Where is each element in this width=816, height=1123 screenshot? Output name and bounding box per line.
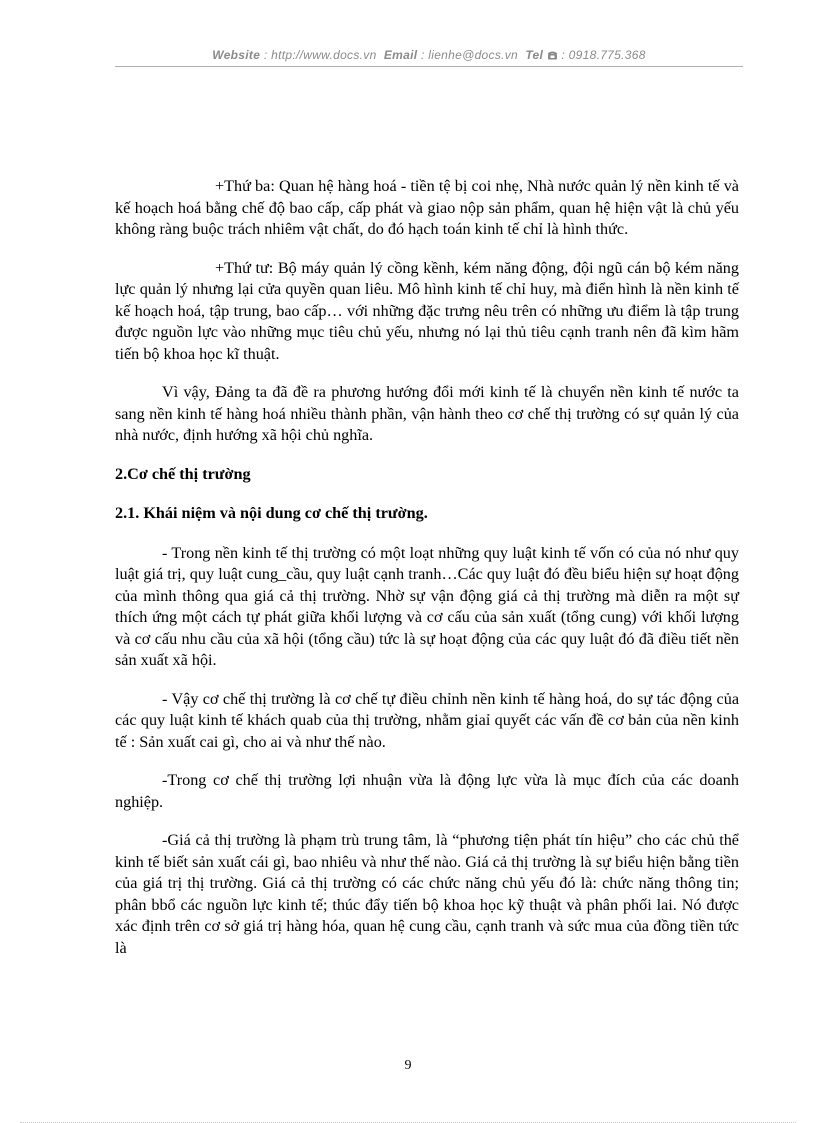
page-header: [115, 48, 743, 62]
email-value: : lienhe@docs.vn: [421, 48, 519, 62]
section-heading: 2.Cơ chế thị trường: [115, 464, 251, 483]
page-number: 9: [404, 1058, 412, 1073]
phone-icon: [547, 48, 562, 62]
paragraph-market-mechanism: - Vậy cơ chế thị trường là cơ chế tự điều chỉnh nền kinh tế hàng hoá, do sự tác động của các quy luật kinh tế khách quab của thị trường, nhằm giaỉ quyết các vấn đề cơ bản của nền kinh tế : Sản xuất cai gì, cho ai và như thế nào.: [115, 689, 739, 751]
tel-value: : 0918.775.368: [561, 48, 646, 62]
email-label: Email: [383, 48, 418, 62]
document-body: [115, 176, 739, 976]
subsection-heading: 2.1. Khái niệm và nội dung cơ chế thị trường.: [115, 504, 428, 522]
paragraph-thu-tu: +Thứ tư: Bộ máy quản lý cồng kềnh, kém năng động, đội ngũ cán bộ kém năng lực quản lý nhưng lại cửa quyền quan liêu. Mô hình kinh tế chỉ huy, mà điển hình là nền kinh tế kế hoạch hoá, tập trung, bao cấp… với những đặc trưng nêu trên có những ưu điểm là tập trung được nguồn lực vào những mục tiêu chủ yếu, nhưng nó lại thủ tiêu cạnh tranh nên đã kìm hãm tiến bộ khoa học kĩ thuật.: [115, 258, 739, 363]
tel-label: Tel: [525, 48, 544, 62]
header-divider: [115, 66, 743, 67]
paragraph-market-laws: - Trong nền kinh tế thị trường có một loạt những quy luật kinh tế vốn có của nó như quy luật giá trị, quy luật cung_cầu, quy luật cạnh tranh…Các quy luật đó đều biểu hiện sự hoạt động của mình thông qua giá cả thị trường. Nhờ sự vận động giá cả thị trường mà diễn ra một sự thích ứng một cách tự phát giữa khối lượng và cơ cấu của sản xuất (tổng cung) với khối lượng và cơ cấu nhu cầu của xã hội (tổng cầu) tức là sự hoạt động của các quy luật đó đã điều tiết nền sản xuất xã hội.: [115, 543, 739, 669]
paragraph-market-price: -Giá cả thị trường là phạm trù trung tâm, là “phương tiện phát tín hiệu” cho các chủ thể kinh tế biết sản xuất cái gì, bao nhiêu và như thế nào. Giá cả thị trường là sự biểu hiện bằng tiền của giá trị thị trường. Giá cả thị trường có các chức năng chủ yếu đó là: chức năng thông tin; phân bbổ các nguồn lực kinh tế; thúc đẩy tiến bộ khoa học kỹ thuật và phân phối lai. Nó được xác định trên cơ sở giá trị hàng hóa, quan hệ cung cầu, cạnh tranh và sức mua của đồng tiền tức là: [115, 831, 739, 957]
website-label: Website: [212, 48, 261, 62]
paragraph-vi-vay: Vì vậy, Đảng ta đã đề ra phương hướng đổi mới kinh tế là chuyển nền kinh tế nước ta sang nền kinh tế hàng hoá nhiều thành phần, vận hành theo cơ chế thị trường có sự quản lý của nhà nước, định hướng xã hội chủ nghĩa.: [115, 383, 739, 444]
paragraph-profit: -Trong cơ chế thị trường lợi nhuận vừa là động lực vừa là mục đích của các doanh nghiệp.: [115, 771, 739, 811]
paragraph-thu-ba: +Thứ ba: Quan hệ hàng hoá - tiền tệ bị coi nhẹ, Nhà nước quản lý nền kinh tế và kế hoạch hoá bằng chế độ bao cấp, cấp phát và giao nộp sản phẩm, quan hệ hiện vật là chủ yếu không ràng buộc trách nhiêm vật chất, do đó hạch toán kinh tế chỉ là hình thức.: [115, 177, 739, 238]
website-value: : http://www.docs.vn: [263, 48, 377, 62]
